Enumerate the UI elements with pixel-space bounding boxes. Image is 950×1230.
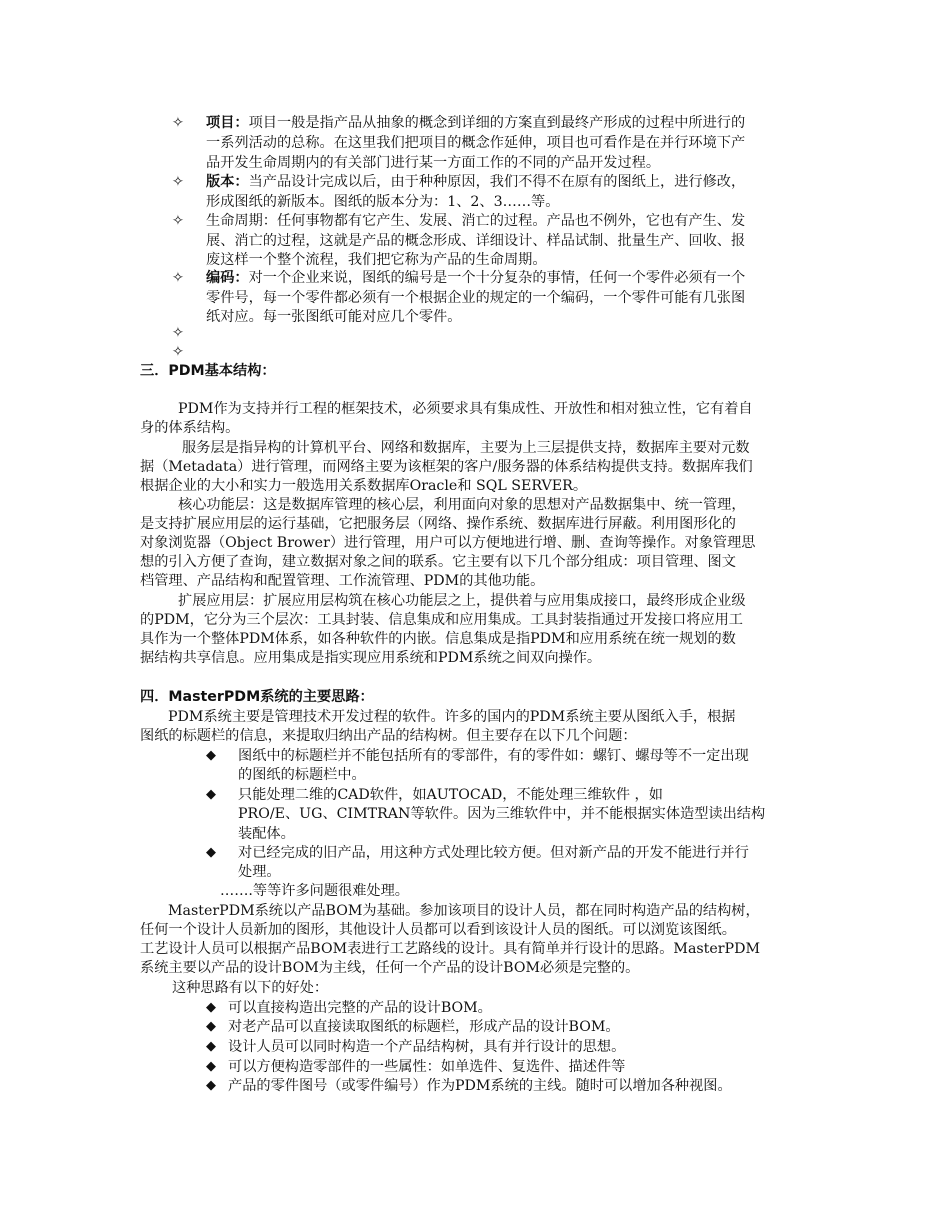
definition-text: 当产品设计完成以后，由于种种原因，我们不得不在原有的图纸上，进行修改， <box>248 174 746 190</box>
paragraph-line: 工艺设计人员可以根据产品BOM表进行工艺路线的设计。具有简单并行设计的思路。MasterPDM <box>140 941 761 957</box>
definition-lifecycle-line-3: 废这样一个整个流程，我们把它称为产品的生命周期。 <box>206 252 547 268</box>
definition-project-line-1 <box>206 113 745 133</box>
problem-line: 只能处理二维的CAD软件，如AUTOCAD，不能处理三维软件 ，如 <box>238 787 663 803</box>
benefit-item: 产品的零件图号（或零件编号）作为PDM系统的主线。随时可以增加各种视图。 <box>228 1078 732 1094</box>
problem-line: 的图纸的标题栏中。 <box>238 767 366 783</box>
etc-line: …….等等许多问题很难处理。 <box>220 883 409 899</box>
problem-line: 处理。 <box>238 864 281 880</box>
section-heading: 三．PDM基本结构： <box>140 363 276 379</box>
paragraph-line: 核心功能层：这是数据库管理的核心层，利用面向对象的思想对产品数据集中、统一管理， <box>178 497 746 513</box>
definition-text: 对一个企业来说，图纸的编号是一个十分复杂的事情，任何一个零件必须有一个 <box>248 270 746 286</box>
bullet-diamond-filled: ◆ <box>206 845 216 860</box>
bullet-diamond-filled: ◆ <box>206 1039 216 1054</box>
benefit-item: 可以方便构造零部件的一些属性：如单选件、复选件、描述件等 <box>228 1059 626 1075</box>
paragraph-line: 根据企业的大小和实力一般选用关系数据库Oracle和 SQL SERVER。 <box>140 478 588 494</box>
benefit-item: 设计人员可以同时构造一个产品结构树，具有并行设计的思想。 <box>228 1039 626 1055</box>
term-label: 项目： <box>206 115 249 131</box>
definition-project-line-3: 品开发生命周期内的有关部门进行某一方面工作的不同的产品开发过程。 <box>206 155 661 171</box>
bullet-diamond-outline: ✧ <box>172 174 184 190</box>
bullet-diamond-outline: ✧ <box>172 344 184 360</box>
term-label: 编码： <box>206 270 249 286</box>
paragraph-line: 据结构共享信息。应用集成是指实现应用系统和PDM系统之间双向操作。 <box>140 650 602 666</box>
definition-code-line-3: 纸对应。每一张图纸可能对应几个零件。 <box>206 309 462 325</box>
benefit-item: 对老产品可以直接读取图纸的标题栏，形成产品的设计BOM。 <box>228 1019 620 1035</box>
bullet-diamond-outline: ✧ <box>172 115 184 131</box>
bullet-diamond-filled: ◆ <box>206 1059 216 1074</box>
definition-lifecycle-line-2: 展、消亡的过程，这就是产品的概念形成、详细设计、样品试制、批量生产、回收、报 <box>206 233 746 249</box>
bullet-diamond-outline: ✧ <box>172 270 184 286</box>
benefit-item: 可以直接构造出完整的产品的设计BOM。 <box>228 1000 492 1016</box>
bullet-diamond-filled: ◆ <box>206 1019 216 1034</box>
definition-text: 项目一般是指产品从抽象的概念到详细的方案直到最终产形成的过程中所进行的 <box>248 115 746 131</box>
paragraph-line: 任何一个设计人员新加的图形，其他设计人员都可以看到该设计人员的图纸。可以浏览该图纸。 <box>140 922 736 938</box>
section-heading: 四．MasterPDM系统的主要思路： <box>140 689 374 705</box>
paragraph-line: PDM作为支持并行工程的框架技术，必须要求具有集成性、开放性和相对独立性，它有着自 <box>178 401 753 417</box>
problem-line: 装配体。 <box>238 826 295 842</box>
bullet-diamond-outline: ✧ <box>172 213 184 229</box>
definition-project-line-2: 一系列活动的总称。在这里我们把项目的概念作延伸，项目也可看作是在并行环境下产 <box>206 135 746 151</box>
paragraph-line: 图纸的标题栏的信息，来提取归纳出产品的结构树。但主要存在以下几个问题： <box>140 728 637 744</box>
paragraph-line: 的PDM，它分为三个层次：工具封装、信息集成和应用集成。工具封装指通过开发接口将应用工 <box>140 612 743 628</box>
definition-version-line-1 <box>206 172 745 192</box>
definition-lifecycle-line-1: 生命周期：任何事物都有它产生、发展、消亡的过程。产品也不例外，它也有产生、发 <box>206 213 746 229</box>
benefits-intro: 这种思路有以下的好处： <box>172 980 329 996</box>
definition-code-line-1 <box>206 268 745 288</box>
problem-line: PRO/E、UG、CIMTRAN等软件。因为三维软件中，并不能根据实体造型读出结构 <box>238 806 766 822</box>
paragraph-line: 具作为一个整体PDM体系，如各种软件的内嵌。信息集成是指PDM和应用系统在统一规划的数 <box>140 631 736 647</box>
bullet-diamond-filled: ◆ <box>206 787 216 802</box>
paragraph-line: PDM系统主要是管理技术开发过程的软件。许多的国内的PDM系统主要从图纸入手，根据 <box>168 709 736 725</box>
definition-code-line-2: 零件号，每一个零件都必须有一个根据企业的规定的一个编码，一个零件可能有几张图 <box>206 290 746 306</box>
bullet-diamond-filled: ◆ <box>206 1000 216 1015</box>
paragraph-line: 对象浏览器（Object Brower）进行管理，用户可以方便地进行增、删、查询等操作。对象管理思 <box>140 535 756 551</box>
paragraph-line: 扩展应用层：扩展应用层构筑在核心功能层之上，提供着与应用集成接口，最终形成企业级 <box>178 593 746 609</box>
definition-version-line-2: 形成图纸的新版本。图纸的版本分为：1、2、3……等。 <box>206 194 560 210</box>
term-label: 版本： <box>206 174 249 190</box>
paragraph-line: 据（Metadata）进行管理，而网络主要为该框架的客户/服务器的体系结构提供支持。数据库我们 <box>140 459 753 475</box>
paragraph-line: 是支持扩展应用层的运行基础，它把服务层（网络、操作系统、数据库进行屏蔽。利用图形化的 <box>140 516 736 532</box>
problem-line: 对已经完成的旧产品，用这种方式处理比较方便。但对新产品的开发不能进行并行 <box>238 845 749 861</box>
bullet-diamond-filled: ◆ <box>206 1078 216 1093</box>
bullet-diamond-outline: ✧ <box>172 325 184 341</box>
paragraph-line: 服务层是指异构的计算机平台、网络和数据库，主要为上三层提供支持，数据库主要对元数 <box>182 440 750 456</box>
problem-line: 图纸中的标题栏并不能包括所有的零部件，有的零件如：螺钉、螺母等不一定出现 <box>238 748 749 764</box>
paragraph-line: MasterPDM系统以产品BOM为基础。参加该项目的设计人员，都在同时构造产品的结构树， <box>168 903 760 919</box>
bullet-diamond-filled: ◆ <box>206 748 216 763</box>
paragraph-line: 档管理、产品结构和配置管理、工作流管理、PDM的其他功能。 <box>140 573 545 589</box>
paragraph-line: 系统主要以产品的设计BOM为主线，任何一个产品的设计BOM必须是完整的。 <box>140 960 640 976</box>
paragraph-line: 想的引入方便了查询，建立数据对象之间的联系。它主要有以下几个部分组成：项目管理、图文 <box>140 554 736 570</box>
paragraph-line: 身的体系结构。 <box>140 420 240 436</box>
